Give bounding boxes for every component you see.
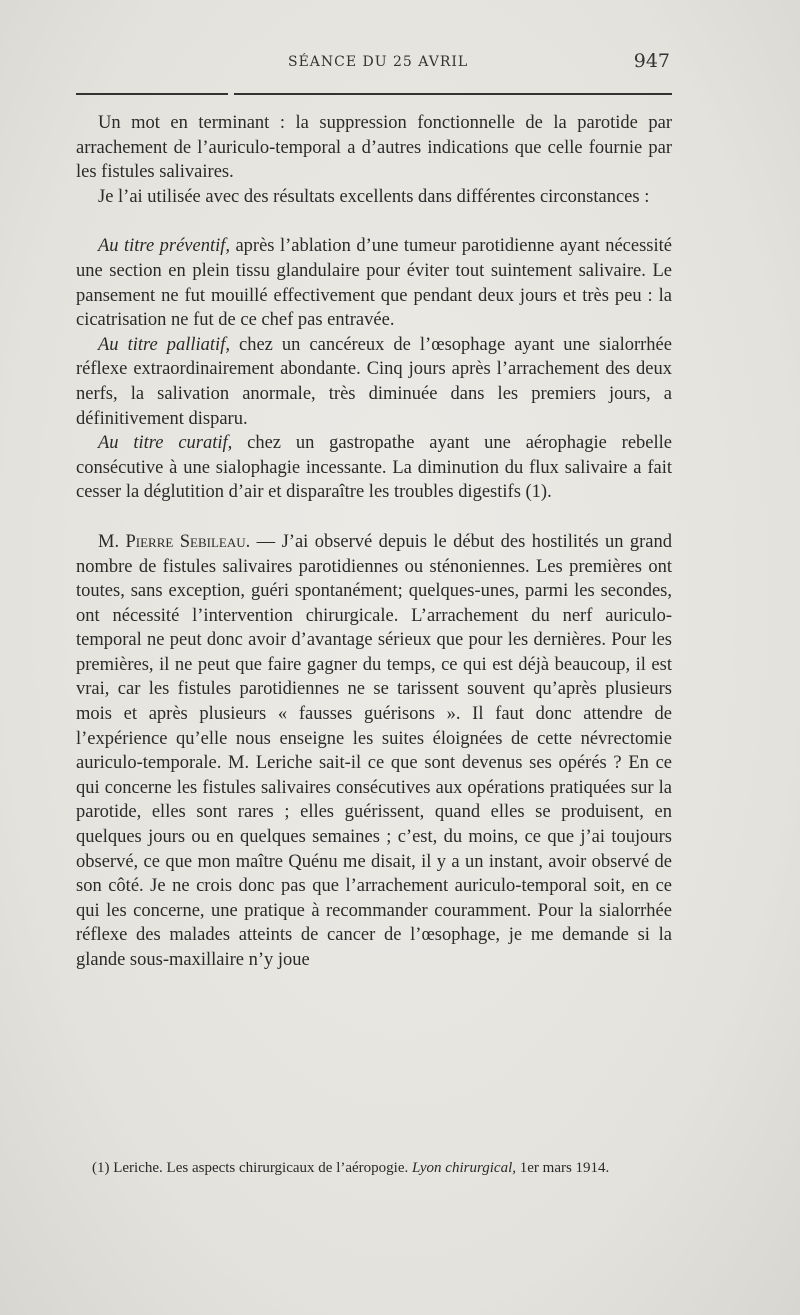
paragraph-text: chez un gastropathe ayant une aérophagie rebelle consécutive à une sialophagie incessante. La diminution du flux salivaire a fait cesser la déglutition d’air et disparaître les troubles digestifs (1). [76, 433, 672, 503]
footnote-date: 1er mars 1914. [516, 1160, 610, 1176]
paragraph-text: après l’ablation d’une tumeur parotidienne ayant nécessité une section en plein tissu glandulaire pour éviter tout suintement salivaire. Le pansement ne fut mouillé effectivement que pendant deux jours et très peu : la cicatrisation ne fut de ce chef pas entravée. [76, 236, 672, 331]
footnote-reference: (1) Leriche. Les aspects chirurgicaux de l’aéropogie. [92, 1160, 412, 1176]
paragraph-lead: Au titre curatif, [98, 433, 233, 454]
paragraph-text: — J’ai observé depuis le début des hostilités un grand nombre de fistules salivaires parotidiennes ou sténoniennes. Les premières ont toutes, sans exception, guéri spontanément; quelques-unes, parmi les secondes, ont nécessité l’intervention chirurgicale. L’arrachement du nerf auriculo-temporal ne peut donc avoir d’avantage sérieux que pour les dernières. Pour les premières, il ne peut que faire gagner du temps, ce qui est déjà beaucoup, il est vrai, car les fistules parotidiennes ne se tarissent souvent qu’après plusieurs mois et après plusieurs « fausses guérisons ». Il faut donc attendre de l’expérience qu’elle nous enseigne les suites éloignées de cette névrectomie auriculo-temporale. M. Leriche sait-il ce que sont devenus ses opérés ? En ce qui concerne les fistules salivaires consécutives aux opérations pratiquées sur la parotide, elles sont rares ; elles guérissent, quand elles se produisent, en quelques jours ou en quelques semaines ; c’est, du moins, ce que j’ai toujours observé, ce que mon maître Quénu me disait, il y a un instant, avoir observé de son côté. Je ne crois donc pas que l’arrachement auriculo-temporal soit, en ce qui les concerne, une pratique à recommander couramment. Pour la sialorrhée réflexe des malades atteints de cancer de l’œsophage, je me demande si la glande sous-maxillaire n’y joue [76, 531, 672, 970]
paragraph [76, 234, 672, 332]
paragraph-text: Je l’ai utilisée avec des résultats excellents dans différentes circonstances : [98, 186, 650, 207]
paragraph [76, 111, 672, 185]
paragraph [76, 530, 672, 973]
paragraph-lead: Au titre palliatif, [98, 334, 230, 355]
paragraph [76, 431, 672, 505]
footnote [76, 1158, 672, 1178]
paragraph [76, 333, 672, 431]
footnote-text [76, 1158, 672, 1178]
page-header [76, 50, 672, 80]
footnote-journal: Lyon chirurgical, [412, 1160, 516, 1176]
body-text [76, 111, 672, 973]
speaker-name: M. Pierre Sebileau. [98, 531, 251, 552]
running-head: SÉANCE DU 25 AVRIL [288, 54, 469, 70]
page-number: 947 [633, 50, 670, 72]
paragraph-text: chez un cancéreux de l’œsophage ayant une sialorrhée réflexe extraordinairement abondante. Cinq jours après l’arrachement des deux nerfs, la salivation anormale, très diminuée dans les premiers jours, a définitivement disparu. [76, 334, 672, 429]
paragraph-lead: Au titre préventif, [98, 236, 230, 257]
header-rule-left [76, 93, 228, 95]
header-rule-right [234, 93, 672, 95]
paragraph [76, 185, 672, 210]
paragraph-text: Un mot en terminant : la suppression fonctionnelle de la parotide par arrachement de l’auriculo-temporal a d’autres indications que celle fournie par les fistules salivaires. [76, 113, 672, 183]
